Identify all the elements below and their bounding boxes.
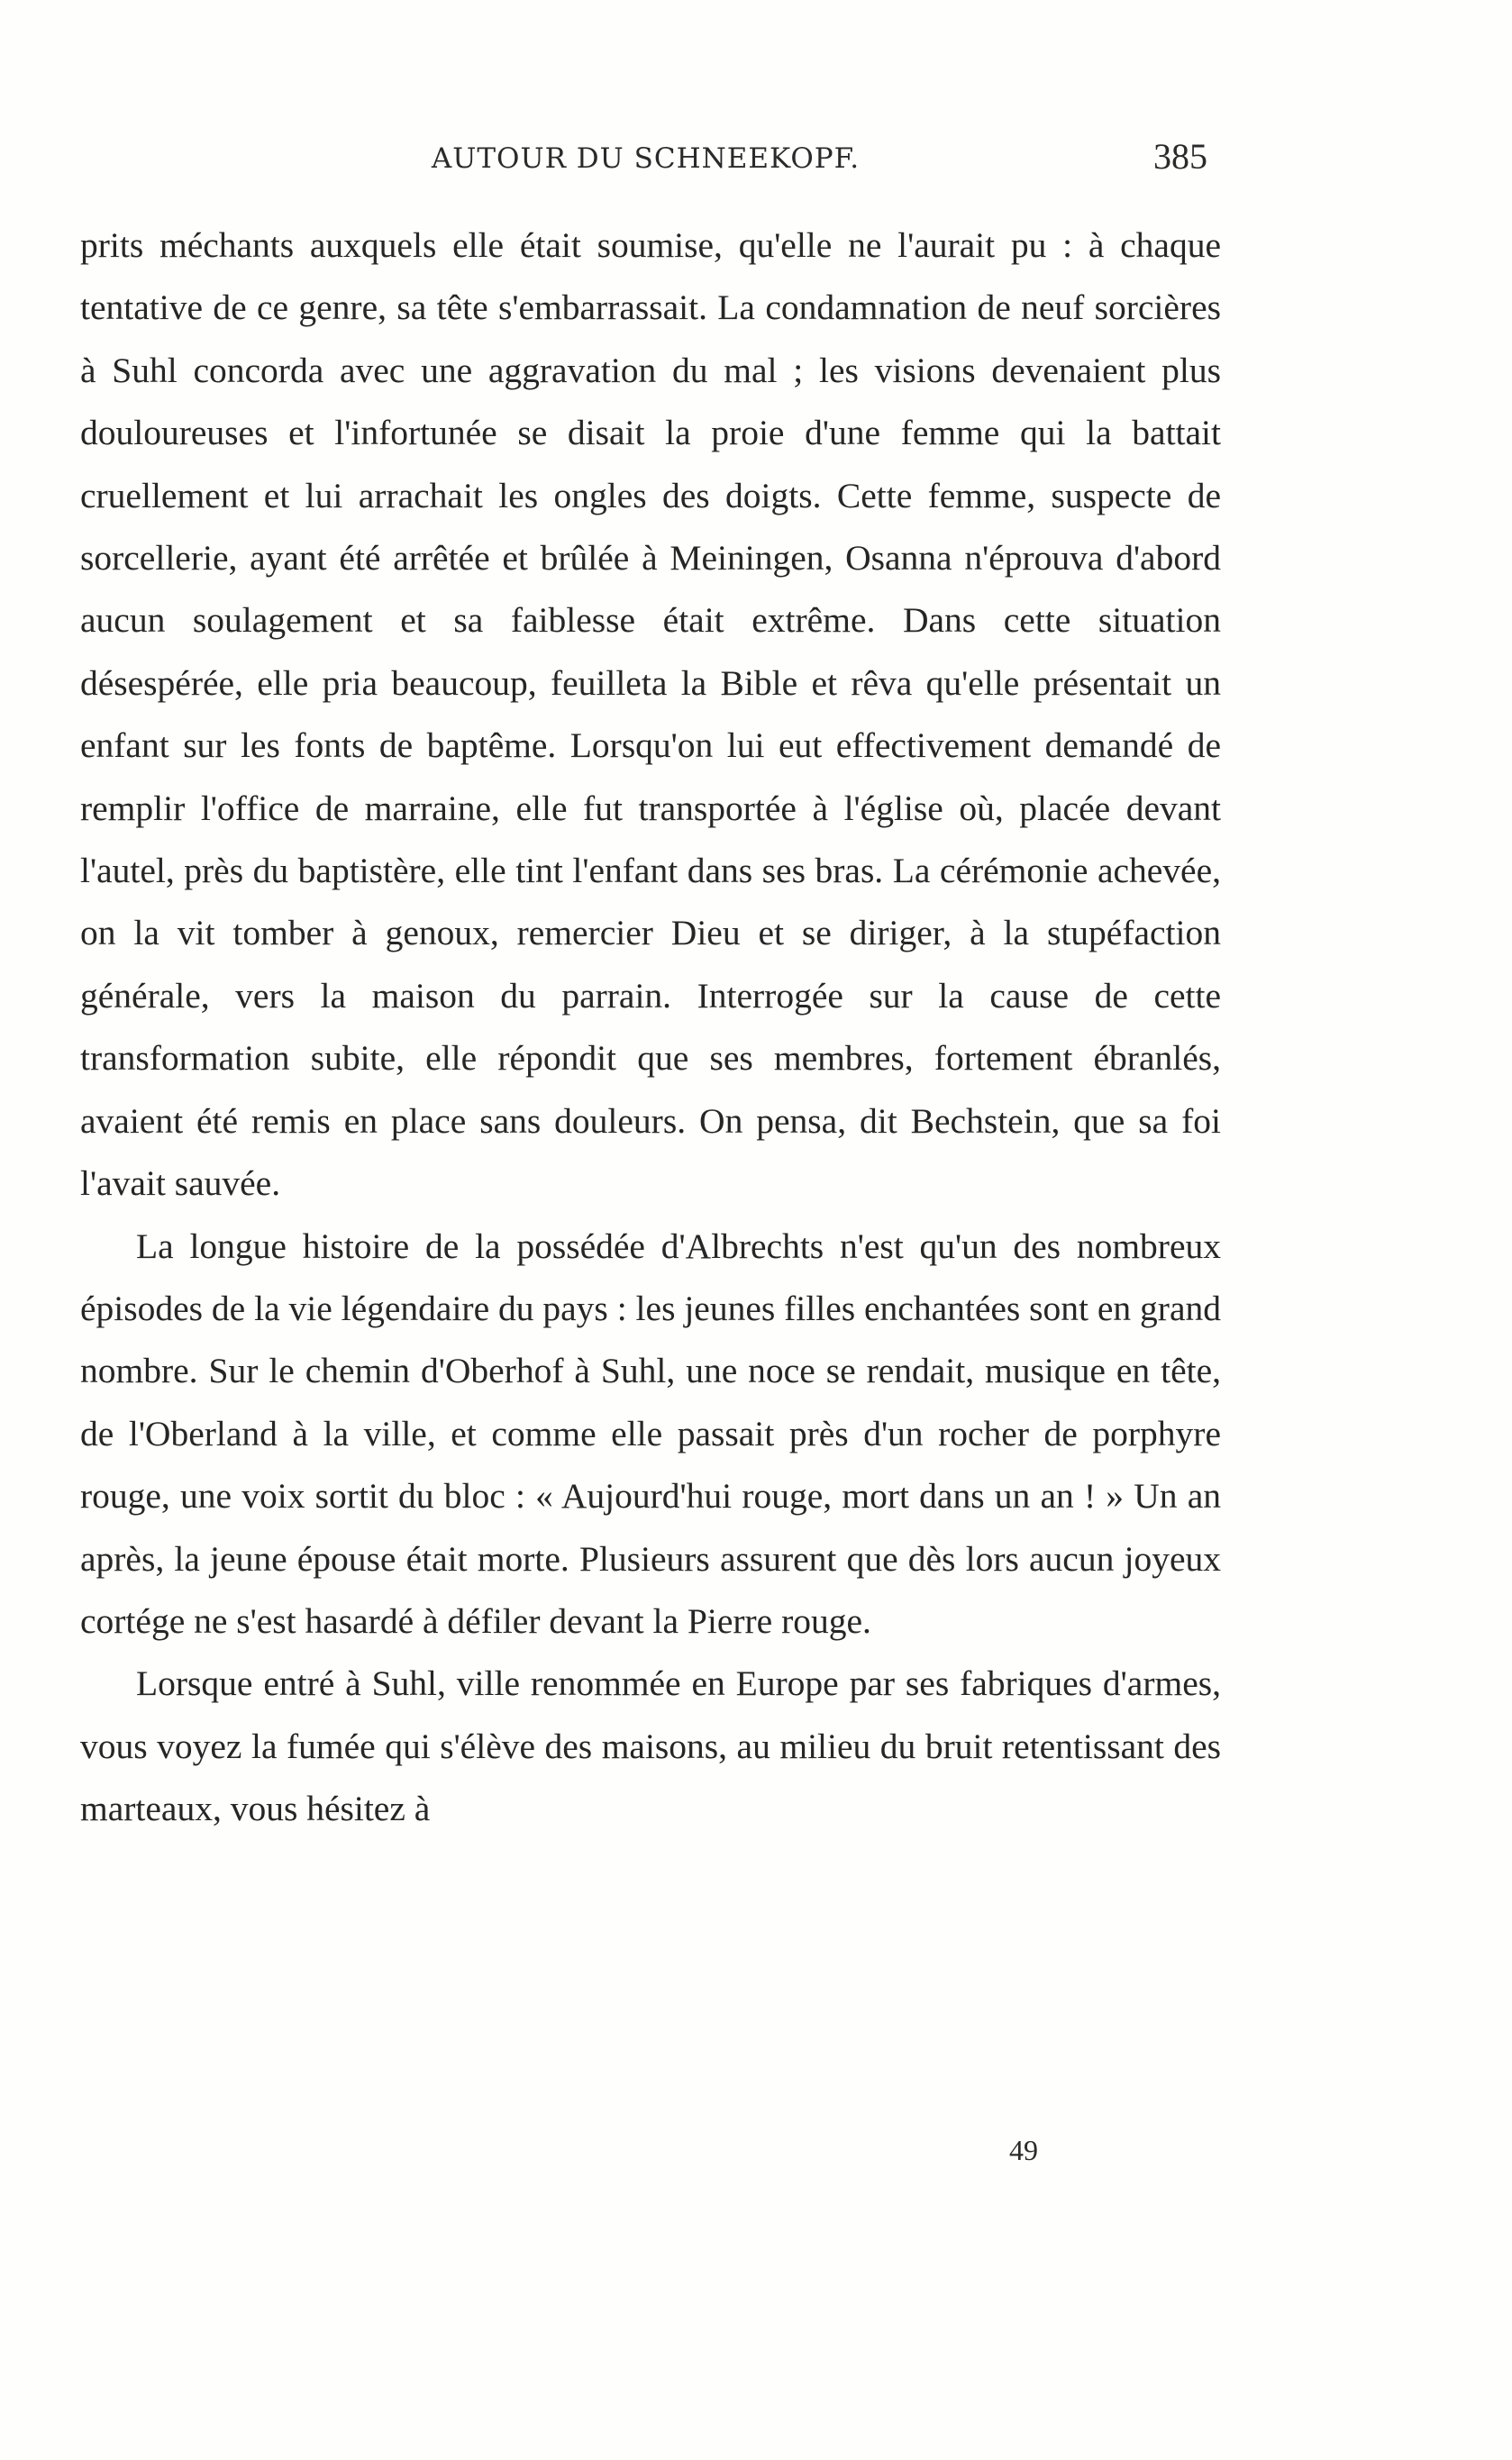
paragraph-2: La longue histoire de la possédée d'Albrechts n'est qu'un des nombreux épisodes de la vie légendaire du pays : les jeunes filles enchantées sont en grand nombre. Sur le chemin d'Oberhof à Suhl, une noce se rendait, musique en tête, de l'Oberland à la ville, et comme elle passait près d'un rocher de porphyre rouge, une voix sortit du bloc : « Aujourd'hui rouge, mort dans un an ! » Un an après, la jeune épouse était morte. Plusieurs assurent que dès lors aucun joyeux cortége ne s'est hasardé à défiler devant la Pierre rouge. [80, 1225, 1221, 1641]
signature-mark: 49 [1009, 2134, 1038, 2166]
running-title: AUTOUR DU SCHNEEKOPF. [431, 142, 861, 175]
paragraph-3: Lorsque entré à Suhl, ville renommée en Europe par ses fabriques d'armes, vous voyez la fumée qui s'élève des maisons, au milieu du bruit retentissant des marteaux, vous hésitez à [80, 1663, 1221, 1829]
page-header [80, 135, 1211, 189]
body-text [80, 214, 1221, 1841]
paragraph-1: prits méchants auxquels elle était soumise, qu'elle ne l'aurait pu : à chaque tentative de ce genre, sa tête s'embarrassait. La condamnation de neuf sorcières à Suhl concorda avec une aggravation du mal ; les visions devenaient plus douloureuses et l'infortunée se disait la proie d'une femme qui la battait cruellement et lui arrachait les ongles des doigts. Cette femme, suspecte de sorcellerie, ayant été arrêtée et brûlée à Meiningen, Osanna n'éprouva d'abord aucun soulagement et sa faiblesse était extrême. Dans cette situation désespérée, elle pria beaucoup, feuilleta la Bible et rêva qu'elle présentait un enfant sur les fonts de baptême. Lorsqu'on lui eut effectivement demandé de remplir l'office de marraine, elle fut transportée à l'église où, placée devant l'autel, près du baptistère, elle tint l'enfant dans ses bras. La cérémonie achevée, on la vit tomber à genoux, remercier Dieu et se diriger, à la stupéfaction générale, vers la maison du parrain. Interrogée sur la cause de cette transformation subite, elle répondit que ses membres, fortement ébranlés, avaient été remis en place sans douleurs. On pensa, dit Bechstein, que sa foi l'avait sauvée. [80, 225, 1221, 1204]
page-number: 385 [1153, 136, 1207, 177]
